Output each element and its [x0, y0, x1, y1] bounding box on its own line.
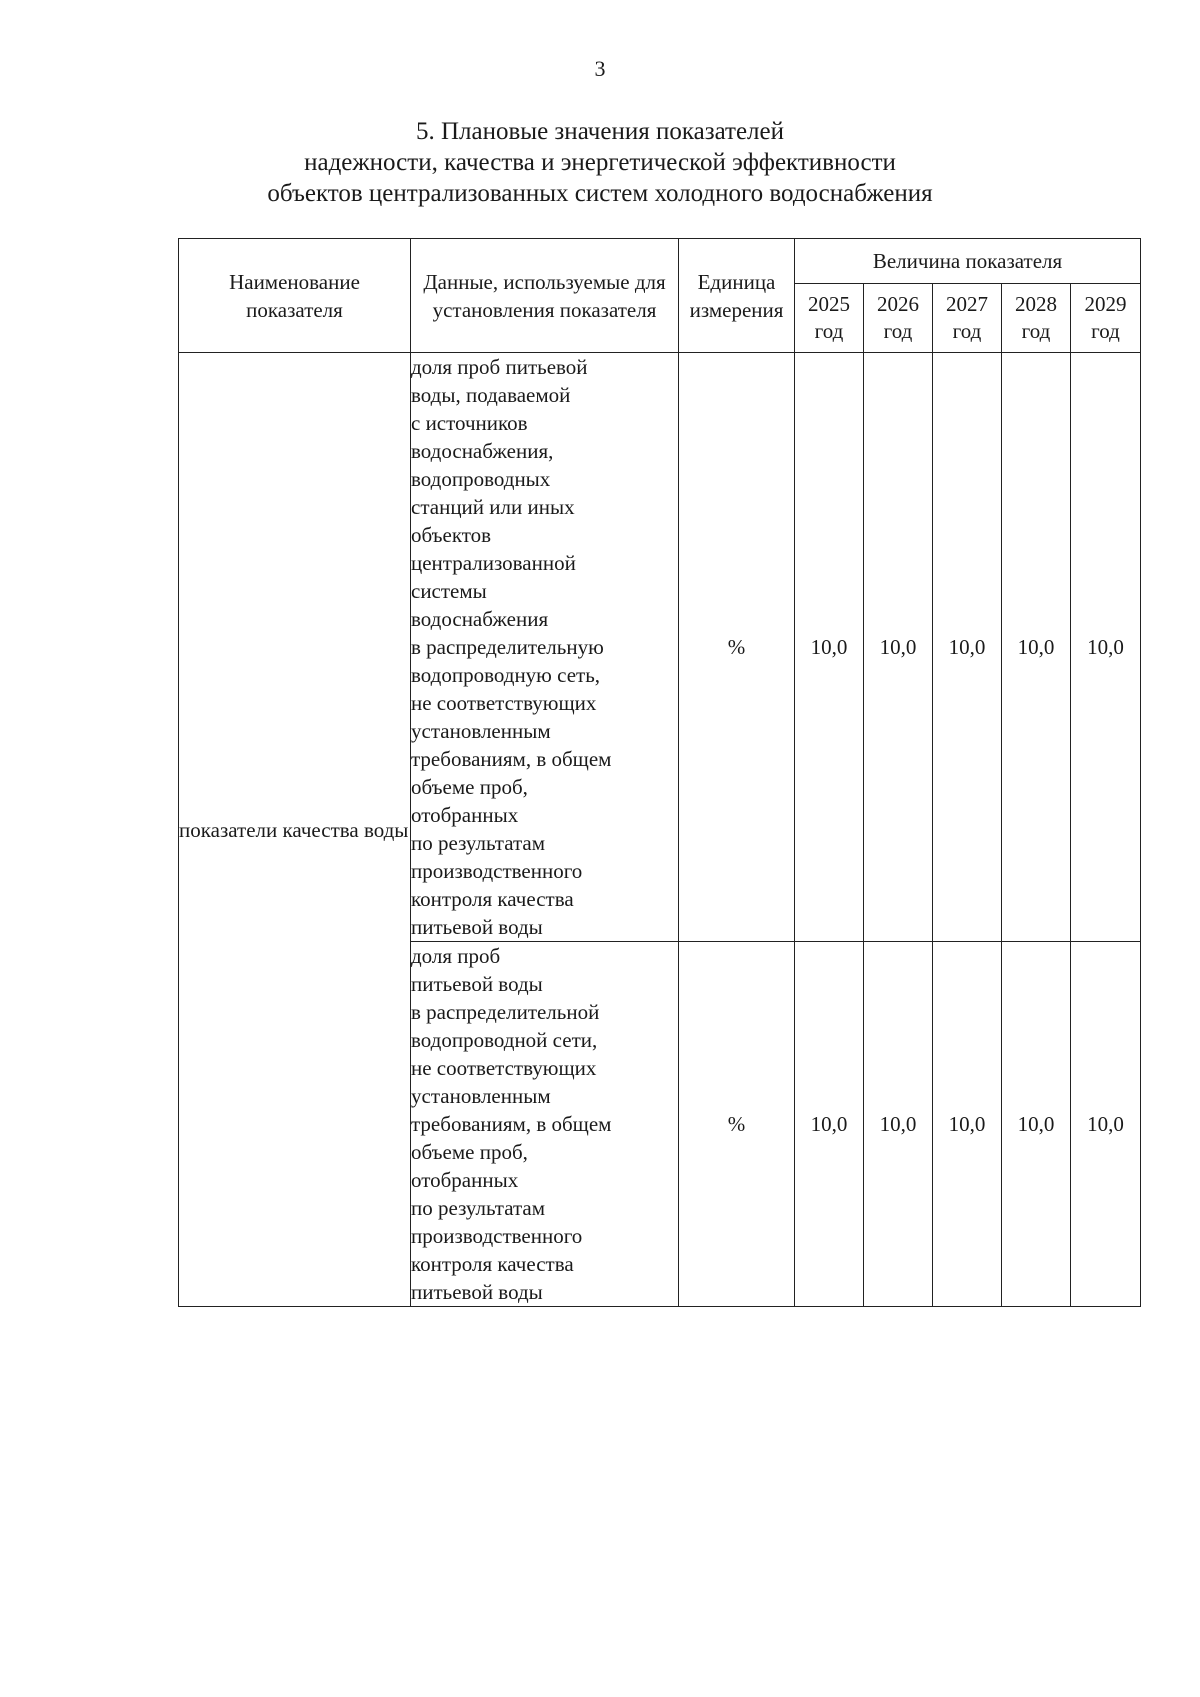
value-cell-2029: 10,0: [1071, 942, 1141, 1307]
data-line: водоснабжения: [411, 607, 549, 631]
data-line: требованиям, в общем: [411, 747, 612, 771]
data-line: водопроводных: [411, 467, 551, 491]
title-line: 5. Плановые значения показателей: [415, 118, 785, 145]
indicator-group-name: показатели качества воды: [179, 353, 411, 1307]
data-line: системы: [411, 579, 487, 603]
data-line: питьевой воды: [411, 915, 543, 939]
data-line: водоснабжения,: [411, 439, 554, 463]
data-line: станций или иных: [411, 495, 575, 519]
header-year: 2027 год: [933, 284, 1002, 353]
data-line: отобранных: [411, 1168, 519, 1192]
title-line: надежности, качества и энергетической эффективности: [304, 149, 896, 176]
header-year: 2029 год: [1071, 284, 1141, 353]
title-line: объектов централизованных систем холодного водоснабжения: [267, 180, 933, 207]
source-data-cell: [411, 353, 679, 942]
indicators-table: [178, 238, 1141, 1307]
value-cell-2025: 10,0: [795, 942, 864, 1307]
data-line: не соответствующих: [411, 1056, 597, 1080]
data-line: доля проб питьевой: [411, 355, 588, 379]
data-line: объеме проб,: [411, 775, 528, 799]
data-line: требованиям, в общем: [411, 1112, 612, 1136]
data-line: не соответствующих: [411, 691, 597, 715]
data-line: установленным: [411, 719, 551, 743]
header-year: 2026 год: [864, 284, 933, 353]
data-line: питьевой воды: [411, 1280, 543, 1304]
data-line: централизованной: [411, 551, 576, 575]
section-title: [0, 116, 1200, 209]
data-line: отобранных: [411, 803, 519, 827]
header-row: [179, 239, 1141, 284]
data-line: в распределительную: [411, 635, 604, 659]
value-cell-2026: 10,0: [864, 942, 933, 1307]
value-cell-2026: 10,0: [864, 353, 933, 942]
header-year: 2025 год: [795, 284, 864, 353]
source-data-cell: [411, 942, 679, 1307]
value-cell-2029: 10,0: [1071, 353, 1141, 942]
header-unit: Единица измерения: [679, 239, 795, 353]
data-line: контроля качества: [411, 887, 574, 911]
data-line: по результатам: [411, 831, 546, 855]
data-line: производственного: [411, 1224, 583, 1248]
header-indicator-value: Величина показателя: [795, 239, 1141, 284]
value-cell-2028: 10,0: [1002, 942, 1071, 1307]
data-line: установленным: [411, 1084, 551, 1108]
value-cell-2027: 10,0: [933, 353, 1002, 942]
unit-cell: %: [679, 353, 795, 942]
data-line: объеме проб,: [411, 1140, 528, 1164]
page-number: 3: [594, 56, 606, 81]
data-line: в распределительной: [411, 1000, 600, 1024]
value-cell-2027: 10,0: [933, 942, 1002, 1307]
header-indicator-name: Наименование показателя: [179, 239, 411, 353]
data-line: объектов: [411, 523, 492, 547]
header-source-data: Данные, используемые для установления показателя: [411, 239, 679, 353]
data-line: по результатам: [411, 1196, 546, 1220]
data-line: производственного: [411, 859, 583, 883]
header-year: 2028 год: [1002, 284, 1071, 353]
data-line: доля проб: [411, 944, 501, 968]
table-row: [179, 353, 1141, 942]
data-line: с источников: [411, 411, 528, 435]
data-line: питьевой воды: [411, 972, 543, 996]
data-line: контроля качества: [411, 1252, 574, 1276]
data-line: водопроводную сеть,: [411, 663, 601, 687]
unit-cell: %: [679, 942, 795, 1307]
value-cell-2028: 10,0: [1002, 353, 1071, 942]
data-line: водопроводной сети,: [411, 1028, 598, 1052]
data-line: воды, подаваемой: [411, 383, 571, 407]
value-cell-2025: 10,0: [795, 353, 864, 942]
